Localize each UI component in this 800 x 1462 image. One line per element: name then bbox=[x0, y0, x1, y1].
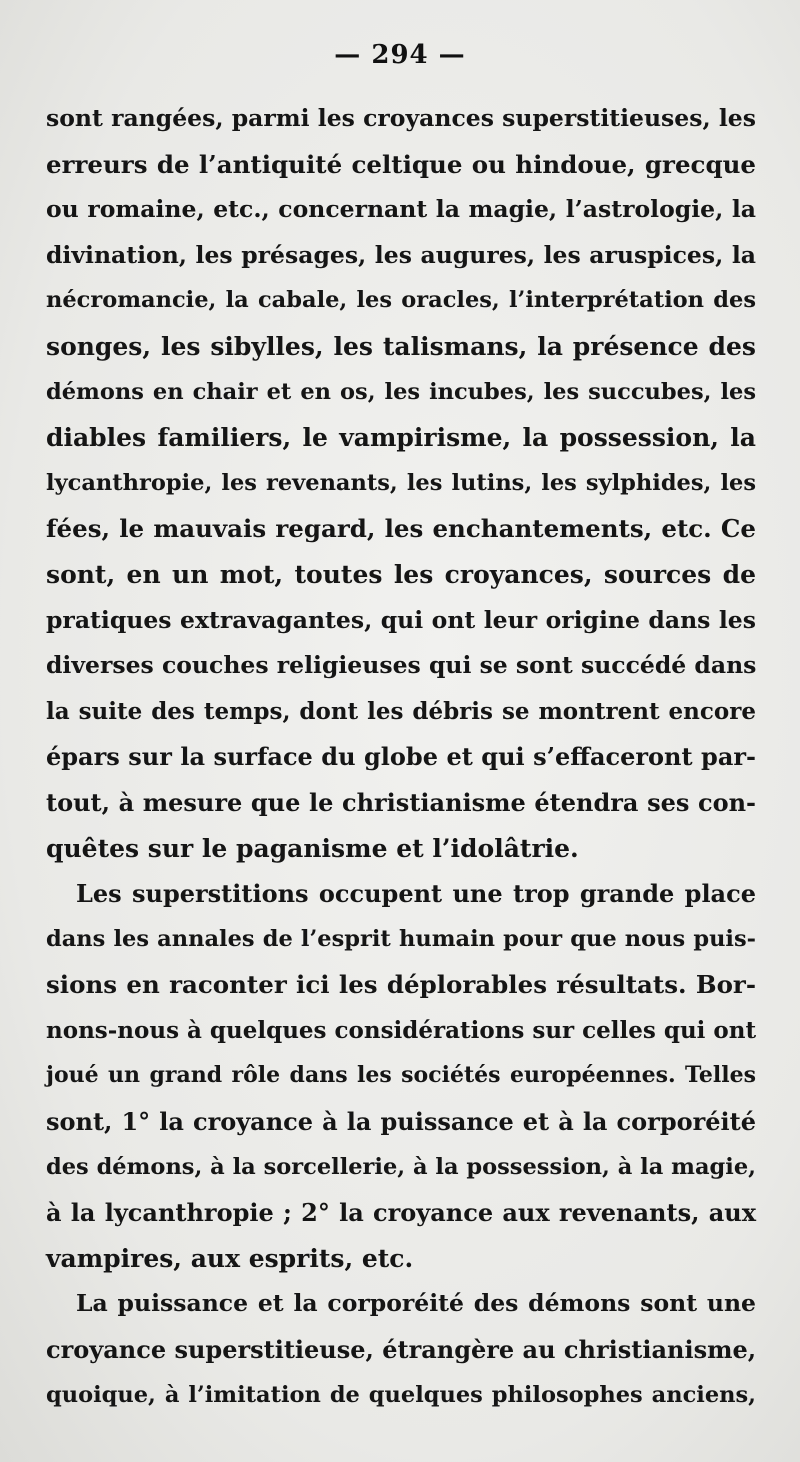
text-line: sont, en un mot, toutes les croyances, sources de bbox=[46, 559, 756, 589]
paragraph-1 bbox=[46, 96, 756, 871]
text-line: tout, à mesure que le christianisme étendra ses con- bbox=[46, 787, 756, 817]
body-text bbox=[46, 96, 756, 1418]
text-line: La puissance et la corporéité des démons sont une bbox=[76, 1289, 756, 1318]
text-line: sont, 1° la croyance à la puissance et à la corporéité bbox=[46, 1107, 756, 1137]
text-line: erreurs de l’antiquité celtique ou hindoue, grecque bbox=[46, 149, 756, 179]
text-line: Les superstitions occupent une trop grande place bbox=[76, 879, 756, 909]
text-line: des démons, à la sorcellerie, à la possession, à la magie, bbox=[46, 1153, 756, 1180]
paragraph-2 bbox=[46, 871, 756, 1281]
text-line: la suite des temps, dont les débris se montrent encore bbox=[46, 697, 756, 725]
text-line: nécromancie, la cabale, les oracles, l’interprétation des bbox=[46, 287, 756, 314]
text-line: fées, le mauvais regard, les enchantements, etc. Ce bbox=[46, 514, 756, 544]
text-line: joué un grand rôle dans les sociétés européennes. Telles bbox=[46, 1062, 756, 1089]
text-line: démons en chair et en os, les incubes, les succubes, les bbox=[46, 378, 756, 405]
text-line: diverses couches religieuses qui se sont succédé dans bbox=[46, 651, 757, 680]
text-line: lycanthropie, les revenants, les lutins, les sylphides, les bbox=[46, 469, 756, 496]
text-line: ou romaine, etc., concernant la magie, l’astrologie, la bbox=[46, 195, 756, 224]
text-line: divination, les présages, les augures, les aruspices, la bbox=[46, 240, 756, 269]
text-line: sont rangées, parmi les croyances superstitieuses, les bbox=[46, 104, 756, 132]
text-line: croyance superstitieuse, étrangère au christianisme, bbox=[46, 1335, 757, 1365]
text-line: à la lycanthropie ; 2° la croyance aux revenants, aux bbox=[46, 1198, 756, 1228]
text-line: songes, les sibylles, les talismans, la présence des bbox=[46, 331, 756, 361]
text-line: pratiques extravagantes, qui ont leur origine dans les bbox=[46, 605, 756, 634]
text-line: sions en raconter ici les déplorables résultats. Bor- bbox=[46, 970, 756, 1000]
text-line: nons-nous à quelques considérations sur celles qui ont bbox=[46, 1016, 757, 1044]
text-line: dans les annales de l’esprit humain pour que nous puis- bbox=[46, 925, 756, 952]
page-number: — 294 — bbox=[334, 40, 466, 70]
text-line: vampires, aux esprits, etc. bbox=[46, 1243, 414, 1273]
text-line: diables familiers, le vampirisme, la possession, la bbox=[46, 423, 756, 453]
paragraph-3 bbox=[46, 1281, 756, 1418]
text-line: quoique, à l’imitation de quelques philosophes anciens, bbox=[46, 1381, 756, 1408]
text-line: épars sur la surface du globe et qui s’effaceront par- bbox=[46, 742, 756, 772]
text-line: quêtes sur le paganisme et l’idolâtrie. bbox=[46, 833, 579, 863]
